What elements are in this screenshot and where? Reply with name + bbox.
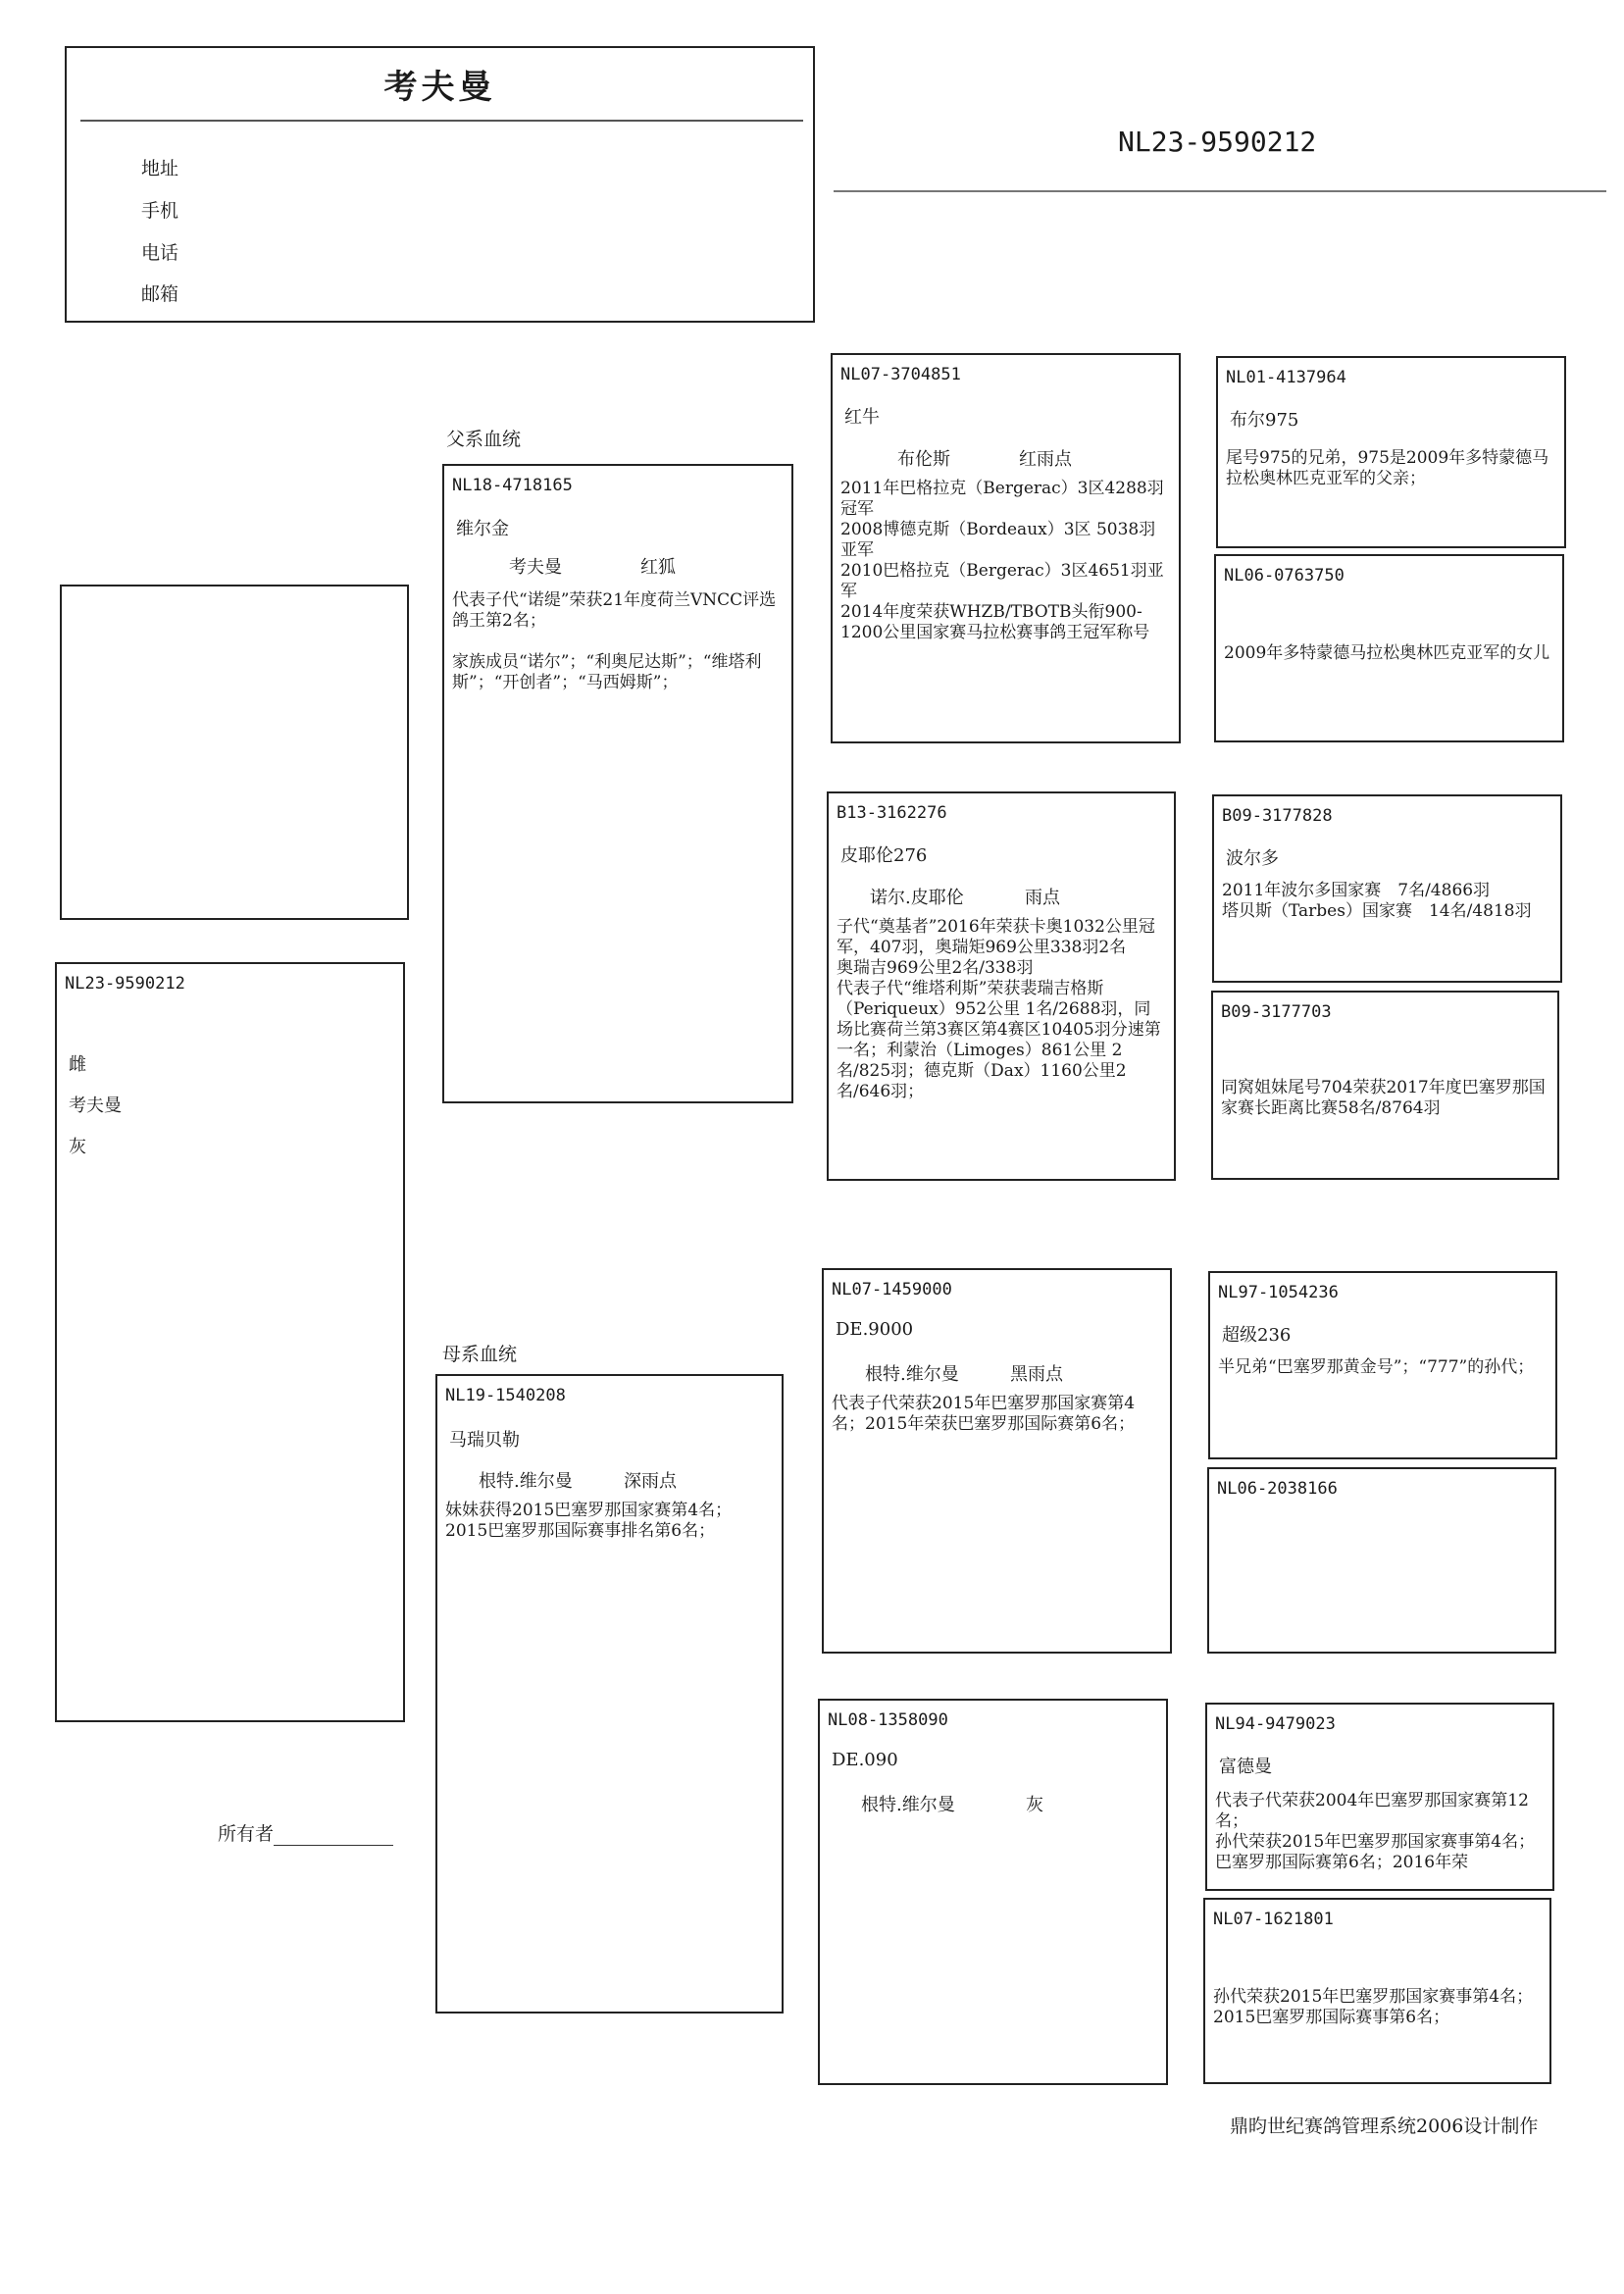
sds-notes: 2011年波尔多国家赛 7名/4866羽 塔贝斯（Tarbes）国家赛 14名/4818羽 xyxy=(1222,881,1532,921)
sd-breeder: 诺尔.皮耶伦 xyxy=(870,888,964,908)
dd-color: 灰 xyxy=(1026,1795,1043,1815)
sds-name: 波尔多 xyxy=(1226,848,1279,869)
ss-box xyxy=(831,353,1181,743)
sd-notes: 子代“奠基者”2016年荣获卡奥1032公里冠军，407羽，奥瑞矩969公里338羽2名 奥瑞吉969公里2名/338羽 代表子代“维塔利斯”荣获裴瑞吉格斯（Periqueux）952公里 1名/2688羽，同场比赛荷兰第3赛区第4赛区10405羽分速第一名；利蒙治（Limoges）861公里 2名/825羽；德克斯（Dax）1160公里2名/646羽； xyxy=(837,917,1161,1101)
ssd-ring: NL06-0763750 xyxy=(1224,566,1345,586)
sss-name: 布尔975 xyxy=(1230,410,1299,431)
signature-line xyxy=(274,1845,393,1846)
address-label: 地址 xyxy=(141,158,179,179)
sire-color: 红狐 xyxy=(640,557,676,578)
ddd-ring: NL07-1621801 xyxy=(1213,1910,1334,1929)
owner-signature xyxy=(218,1819,393,1846)
subject-sex: 雌 xyxy=(69,1054,86,1075)
sire-line-label: 父系血统 xyxy=(446,429,522,450)
sds-box xyxy=(1212,794,1562,983)
dd-box xyxy=(818,1699,1168,2085)
ss-breeder: 布伦斯 xyxy=(897,449,950,470)
dam-name: 马瑞贝勒 xyxy=(449,1430,520,1451)
sdd-ring: B09-3177703 xyxy=(1221,1002,1332,1022)
sdd-notes: 同窝姐妹尾号704荣获2017年度巴塞罗那国家赛长距离比赛58名/8764羽 xyxy=(1221,1078,1546,1118)
dam-ring: NL19-1540208 xyxy=(445,1386,566,1405)
dd-name: DE.090 xyxy=(832,1750,898,1770)
dss-ring: NL97-1054236 xyxy=(1218,1283,1339,1302)
sss-notes: 尾号975的兄弟，975是2009年多特蒙德马拉松奥林匹克亚军的父亲； xyxy=(1226,448,1549,488)
sd-color: 雨点 xyxy=(1025,888,1060,908)
phone-label: 电话 xyxy=(141,242,179,264)
dds-box xyxy=(1205,1703,1554,1891)
dss-name: 超级236 xyxy=(1222,1325,1292,1346)
subject-color: 灰 xyxy=(69,1137,86,1157)
dam-notes: 妹妹获得2015巴塞罗那国家赛第4名；2015巴塞罗那国际赛事排名第6名； xyxy=(445,1501,733,1541)
ss-ring: NL07-3704851 xyxy=(840,365,961,384)
ddd-notes: 孙代荣获2015年巴塞罗那国家赛事第4名；2015巴塞罗那国际赛事第6名； xyxy=(1213,1987,1534,2027)
sd-ring: B13-3162276 xyxy=(837,803,947,823)
sire-box xyxy=(442,464,793,1103)
dds-notes: 代表子代荣获2004年巴塞罗那国家赛第12名； 孙代荣获2015年巴塞罗那国家赛事第4名；巴塞罗那国际赛第6名；2016年荣 xyxy=(1215,1791,1536,1872)
ds-breeder: 根特.维尔曼 xyxy=(865,1364,959,1385)
dam-box xyxy=(435,1374,784,2014)
dd-ring: NL08-1358090 xyxy=(828,1710,948,1730)
header-rule xyxy=(834,190,1606,192)
sdd-box xyxy=(1211,991,1559,1180)
dds-name: 富德曼 xyxy=(1219,1757,1272,1777)
owner-info-box xyxy=(65,46,815,323)
subject-ring-header: NL23-9590212 xyxy=(1118,126,1317,158)
header-divider xyxy=(80,120,803,122)
owner-signature-label: 所有者 xyxy=(218,1823,275,1845)
ds-notes: 代表子代荣获2015年巴塞罗那国家赛第4名；2015年荣获巴塞罗那国际赛第6名； xyxy=(832,1394,1136,1434)
sire-ring: NL18-4718165 xyxy=(452,476,573,495)
ssd-box xyxy=(1214,554,1564,742)
sds-ring: B09-3177828 xyxy=(1222,806,1333,826)
ddd-box xyxy=(1203,1898,1551,2084)
dsd-ring: NL06-2038166 xyxy=(1217,1479,1338,1499)
ss-color: 红雨点 xyxy=(1019,449,1072,470)
sd-box xyxy=(827,791,1176,1181)
sss-ring: NL01-4137964 xyxy=(1226,368,1346,387)
dds-ring: NL94-9479023 xyxy=(1215,1714,1336,1734)
ds-box xyxy=(822,1268,1172,1654)
sss-box xyxy=(1216,356,1566,548)
subject-ring: NL23-9590212 xyxy=(65,974,185,994)
ssd-notes: 2009年多特蒙德马拉松奥林匹克亚军的女儿 xyxy=(1224,643,1550,663)
subject-box xyxy=(55,962,405,1722)
dsd-box xyxy=(1207,1467,1556,1654)
owner-name: 考夫曼 xyxy=(383,68,496,107)
dss-box xyxy=(1208,1271,1557,1459)
email-label: 邮箱 xyxy=(141,283,179,305)
sire-notes: 代表子代“诺缇”荣获21年度荷兰VNCC评选鸽王第2名； 家族成员“诺尔”；“利奥尼达斯”；“维塔利斯”；“开创者”；“马西姆斯”； xyxy=(452,590,777,692)
sire-name: 维尔金 xyxy=(456,519,509,539)
photo-box xyxy=(60,585,409,920)
ss-notes: 2011年巴格拉克（Bergerac）3区4288羽冠军 2008博德克斯（Bordeaux）3区 5038羽 亚军 2010巴格拉克（Bergerac）3区4651羽亚军 2014年度荣获WHZB/TBOTB头衔900-1200公里国家赛马拉松赛事鸽王冠军称号 xyxy=(840,479,1164,642)
sd-name: 皮耶伦276 xyxy=(840,845,928,866)
sire-breeder: 考夫曼 xyxy=(509,557,562,578)
footer-credit: 鼎昀世纪赛鸽管理系统2006设计制作 xyxy=(1230,2116,1539,2137)
ds-color: 黑雨点 xyxy=(1010,1364,1063,1385)
dam-color: 深雨点 xyxy=(624,1471,677,1492)
ds-ring: NL07-1459000 xyxy=(832,1280,952,1300)
dam-breeder: 根特.维尔曼 xyxy=(479,1471,573,1492)
ss-name: 红牛 xyxy=(844,407,880,428)
mobile-label: 手机 xyxy=(141,200,179,222)
ds-name: DE.9000 xyxy=(836,1319,914,1340)
dss-notes: 半兄弟“巴塞罗那黄金号”；“777”的孙代； xyxy=(1218,1357,1535,1377)
dd-breeder: 根特.维尔曼 xyxy=(861,1795,955,1815)
subject-breeder: 考夫曼 xyxy=(69,1096,122,1116)
dam-line-label: 母系血统 xyxy=(442,1344,518,1365)
